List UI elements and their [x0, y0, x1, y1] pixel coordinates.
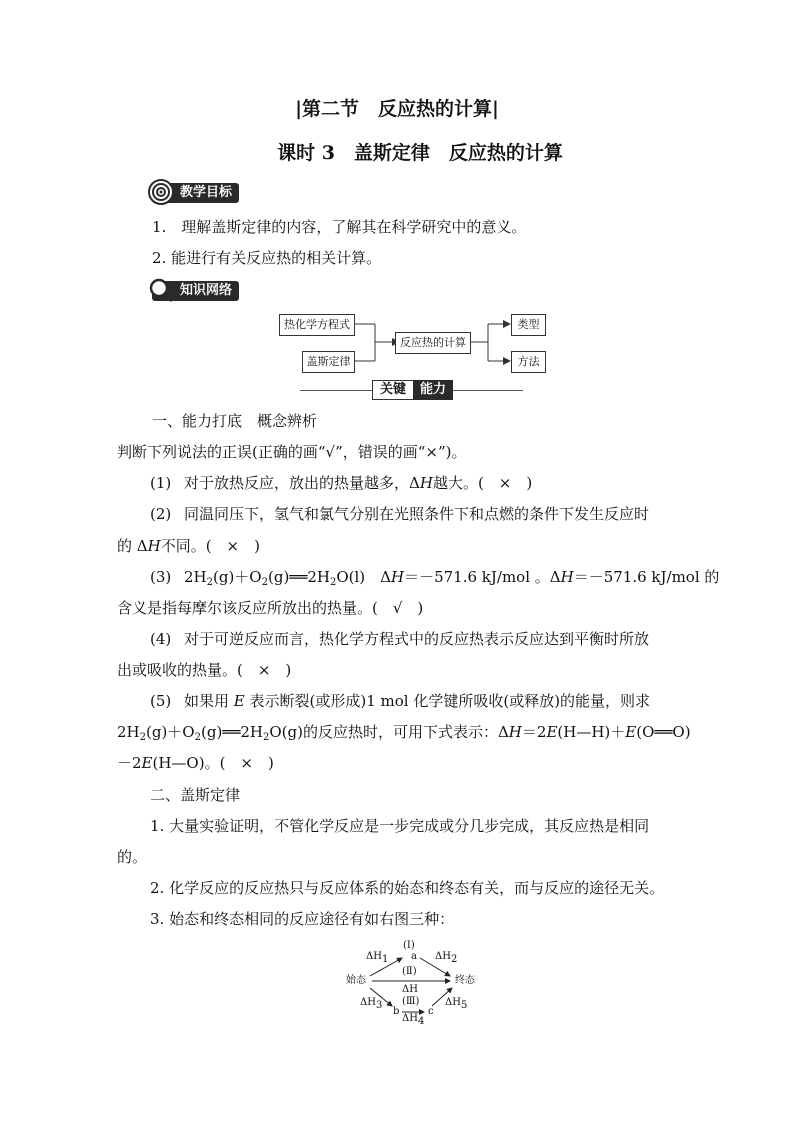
q3-line2: 含义是指每摩尔该反应所放出的热量。( √ ) [117, 599, 424, 617]
q2-line2: 的 ΔH不同。( × ) [117, 537, 260, 555]
hess-dh: ΔH [402, 984, 418, 995]
q2-line1: 同温同压下，氢气和氯气分别在光照条件下和点燃的条件下发生反应时 [184, 505, 650, 523]
network-box-heat-calc: 反应热的计算 [395, 332, 471, 354]
part2-p1-line2: 的。 [117, 848, 148, 866]
goal-item-2: 2. 能进行有关反应热的相关计算。 [152, 249, 382, 267]
q1-text: 对于放热反应，放出的热量越多，ΔH越大。( × ) [184, 474, 533, 492]
key-bar-left: 关键 [372, 380, 414, 400]
hess-node-c: c [428, 1006, 434, 1017]
hess-dh2: ΔH2 [435, 951, 458, 965]
goals-badge [152, 183, 239, 203]
q4-line2: 出或吸收的热量。( × ) [117, 661, 292, 679]
hess-end-state: 终态 [455, 975, 475, 986]
q5-number: (5) [150, 692, 172, 710]
key-bar-right: 能力 [413, 380, 453, 400]
hess-dh3: ΔH3 [360, 997, 383, 1011]
q1-number: (1) [150, 474, 172, 492]
network-box-type: 类型 [511, 314, 546, 336]
q4-number: (4) [150, 630, 172, 648]
hess-path-3: (Ⅲ) [402, 996, 420, 1007]
part2-p1-line1: 1. 大量实验证明，不管化学反应是一步完成或分几步完成，其反应热是相同 [150, 817, 650, 835]
network-box-method: 方法 [511, 351, 546, 373]
hess-start-state: 始态 [346, 975, 366, 986]
section-title: |第二节 反应热的计算| [295, 98, 499, 120]
q2-number: (2) [150, 505, 172, 523]
q4-line1: 对于可逆反应而言，热化学方程式中的反应热表示反应达到平衡时所放 [184, 630, 650, 648]
part2-p2: 2. 化学反应的反应热只与反应体系的始态和终态有关，而与反应的途径无关。 [150, 879, 665, 897]
network-badge [152, 281, 239, 301]
hess-node-a: a [411, 951, 417, 962]
q5-line3: －2E(H—O)。( × ) [117, 754, 274, 772]
network-box-hess-law: 盖斯定律 [302, 351, 355, 373]
part1-heading: 一、能力打底 概念辨析 [152, 412, 318, 430]
goal-item-1: 1. 理解盖斯定律的内容，了解其在科学研究中的意义。 [152, 218, 527, 236]
hess-dh5: ΔH5 [445, 997, 468, 1011]
q3-equation: $2H_2(g)+O_2(g)══2H_2O(l)$ ΔH＝－571.6 kJ/mol 。ΔH＝－571.6 kJ/mol 的 [184, 568, 720, 588]
part2-p3: 3. 始态和终态相同的反应途径有如右图三种： [150, 910, 455, 928]
goals-badge-label: 教学目标 [180, 185, 233, 200]
lesson-title: 课时 3 盖斯定律 反应热的计算 [277, 142, 563, 164]
q5-line2: $2H_2(g)+O_2(g)══2H_2O(g)$的反应热时，可用下式表示：ΔH＝2E(H—H)＋E(O══O) [117, 723, 691, 743]
magnifier-icon [148, 277, 174, 303]
hess-path-1: (Ⅰ) [403, 940, 415, 951]
hess-path-2: (Ⅱ) [402, 966, 417, 977]
network-badge-label: 知识网络 [180, 283, 233, 298]
network-box-thermo-equation: 热化学方程式 [279, 314, 355, 336]
hess-dh1: ΔH1 [366, 951, 389, 965]
target-icon [148, 179, 174, 205]
hess-node-b: b [393, 1006, 400, 1017]
part1-intro: 判断下列说法的正误(正确的画“√”，错误的画“×”)。 [117, 443, 467, 461]
hess-dh4: ΔH4 [402, 1013, 425, 1027]
part2-heading: 二、盖斯定律 [150, 786, 241, 804]
q5-line1: 如果用 E 表示断裂(或形成)1 mol 化学键所吸收(或释放)的能量，则求 [184, 692, 651, 710]
key-ability-bar [0, 380, 794, 400]
q3-number: (3) [150, 568, 172, 586]
